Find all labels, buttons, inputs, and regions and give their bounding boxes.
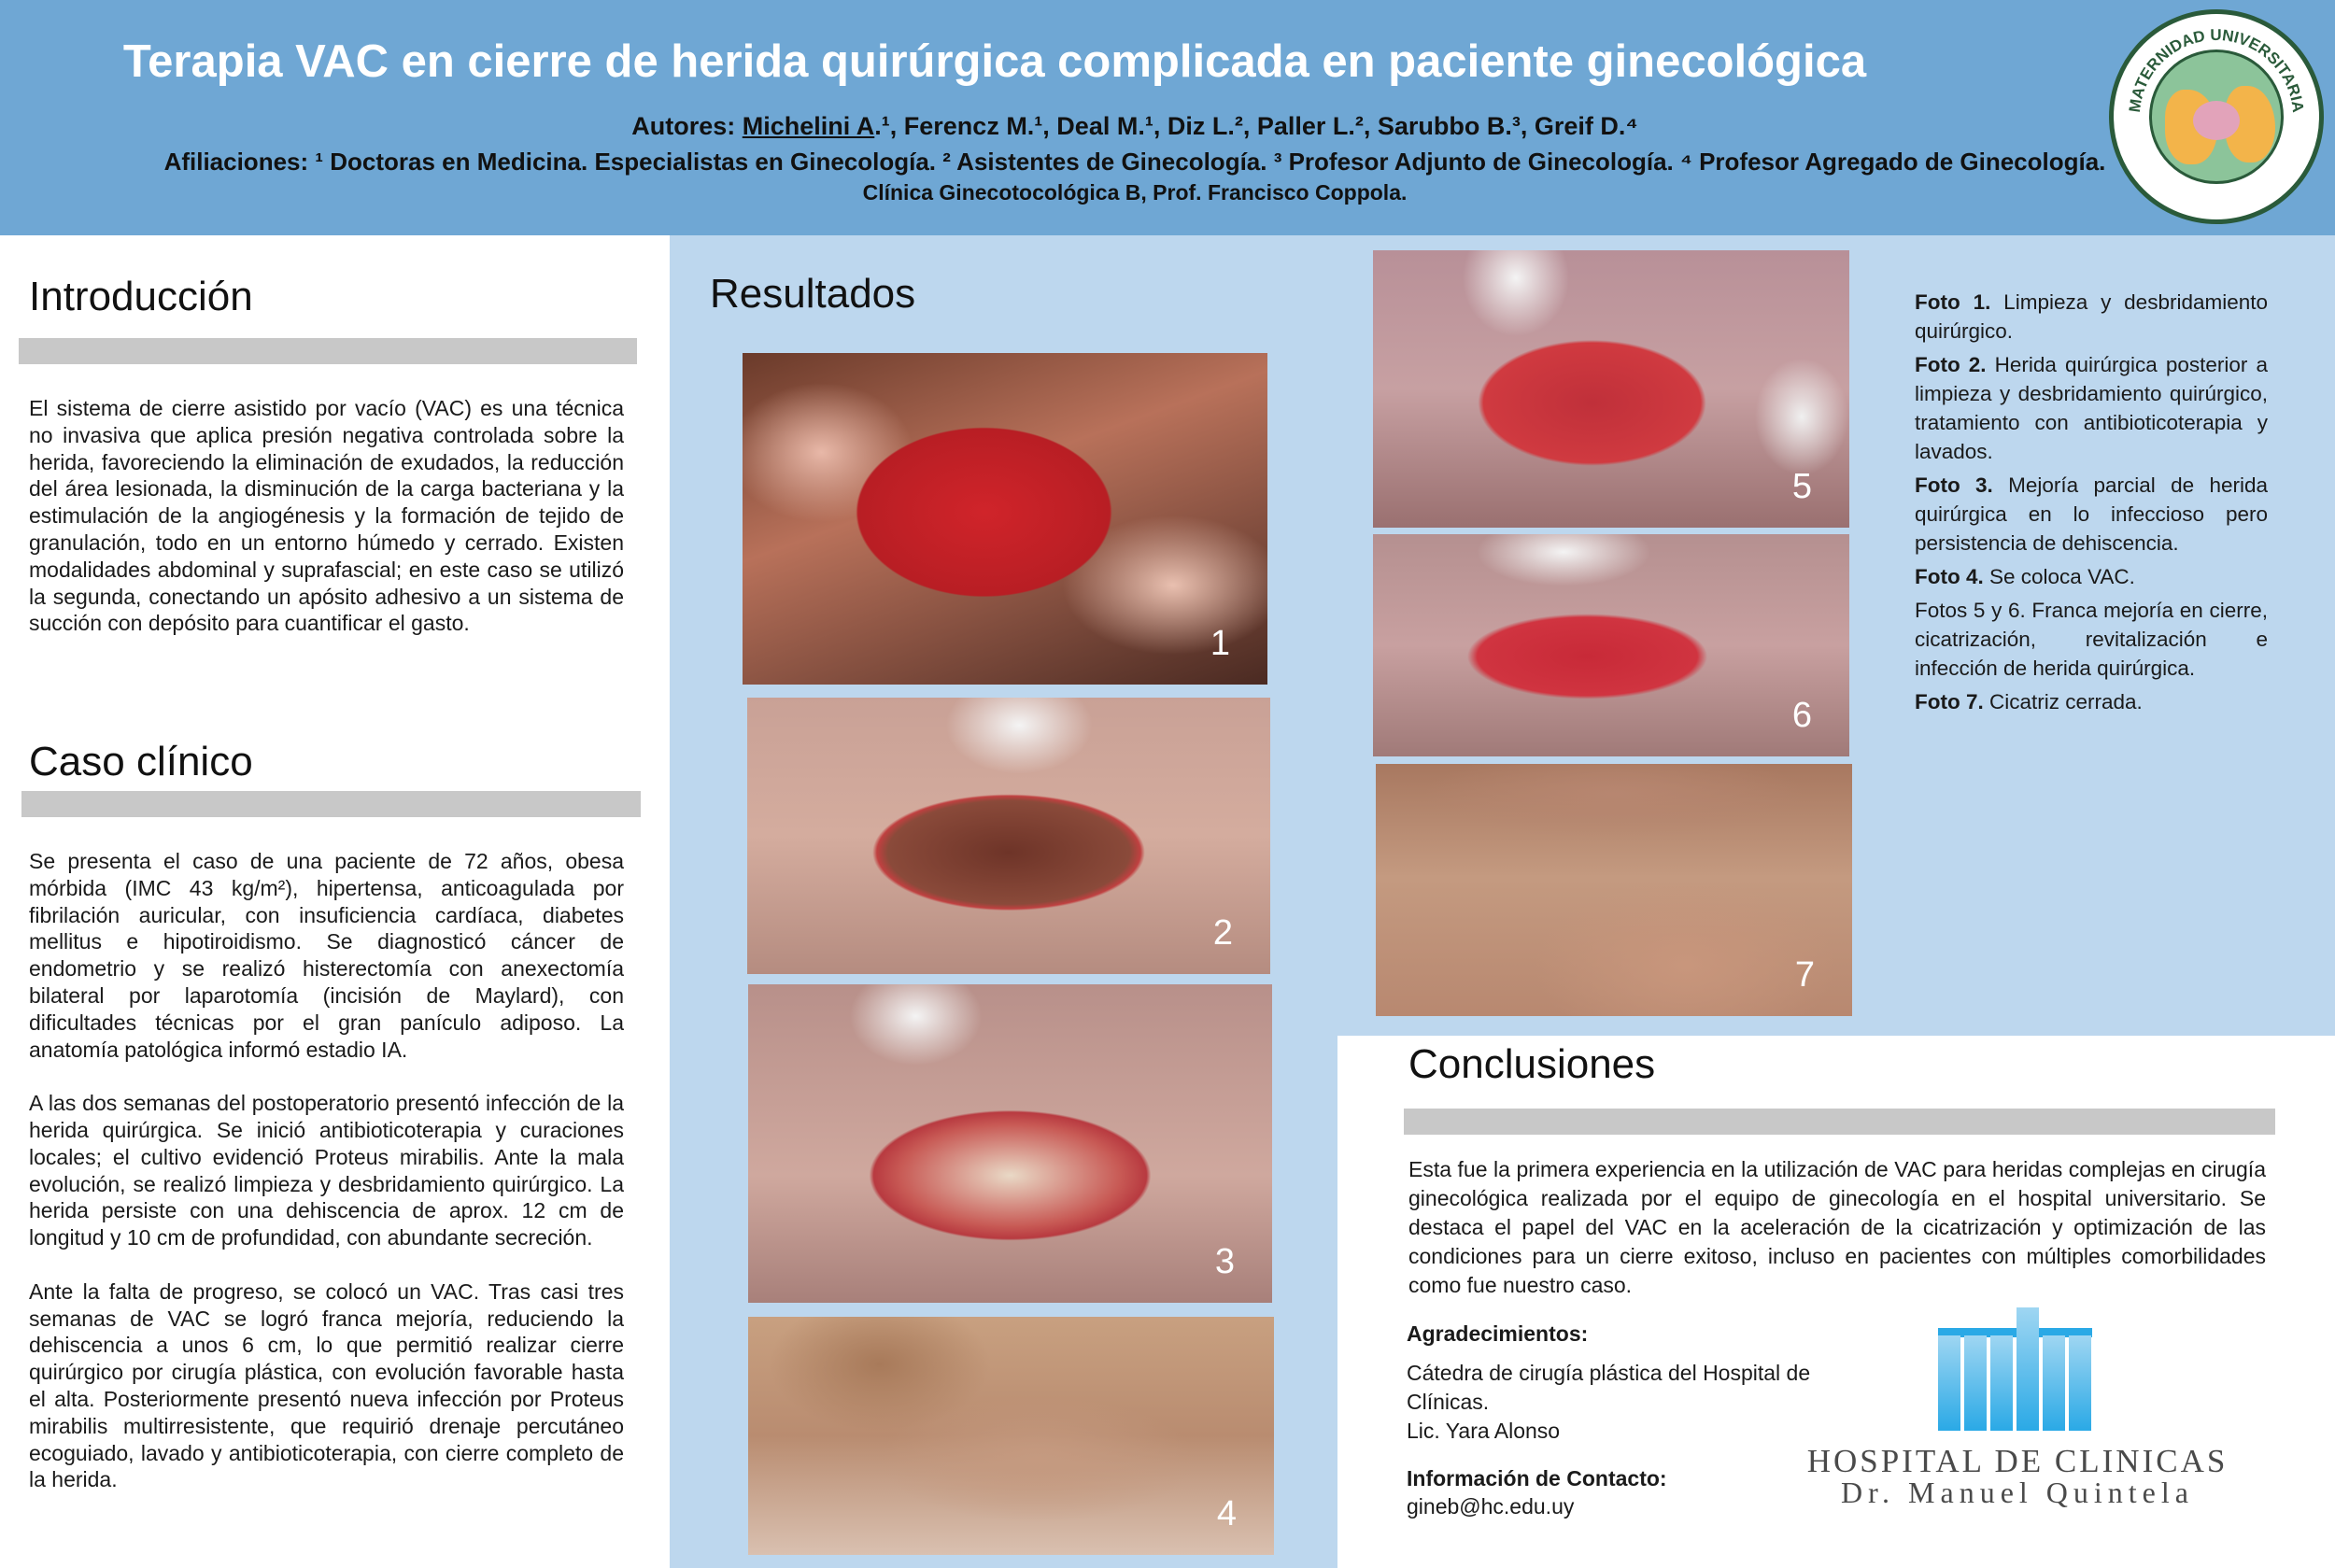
photo-3-partial-improvement <box>748 984 1272 1303</box>
case-paragraph-1: Se presenta el caso de una paciente de 72 años, obesa mórbida (IMC 43 kg/m²), hipertensa, anticoagulada por fibrilación auricular, con insuficiencia cardíaca, diabetes mellitus e hipotiroidismo. Se diagnosticó cáncer de endometrio y se realizó histerectomía con anexectomía bilateral por laparotomía (incisión de Maylard), con dificultades técnicas por el gran panículo adiposo. La anatomía patológica informó estadio IA. <box>29 849 624 1062</box>
case-paragraph-3: Ante la falta de progreso, se colocó un VAC. Tras casi tres semanas de VAC se logró franca mejoría, reduciendo la dehiscencia a unos 6 cm, lo que permitió realizar cierre quirúrgico por cirugía plástica, con evolución favorable hasta el alta. Posteriormente presentó nueva infección por Proteus mirabilis multirresistente, que requirió drenaje percutáneo ecoguiado, lavado y antibioticoterapia, con cierre completo de la herida. <box>29 1278 624 1492</box>
caption-foto-7: Foto 7. Cicatriz cerrada. <box>1915 690 2143 713</box>
photo-2-post-cleaning <box>747 698 1270 974</box>
hospital-subtitle: Dr. Manuel Quintela <box>1841 1476 2194 1509</box>
case-rule <box>21 791 641 817</box>
conclusions-text: Esta fue la primera experiencia en la utilización de VAC para heridas complejas en cirugía ginecológica realizada por el equipo de ginecología en el hospital universitario. Se destaca el papel del VAC en la aceleración de la cicatrización y optimización de las condiciones para un cierre exitoso, incluso en pacientes con múltiples comorbilidades como fue nuestro caso. <box>1408 1157 2266 1297</box>
svg-text:MATERNIDAD UNIVERSITARIA: MATERNIDAD UNIVERSITARIA <box>2125 25 2308 114</box>
photo-number-5: 5 <box>1791 467 1812 506</box>
case-heading: Caso clínico <box>29 739 253 784</box>
photo-number-2: 2 <box>1212 913 1233 953</box>
photo-6-improvement <box>1373 534 1849 756</box>
acknowledgement-line-1: Cátedra de cirugía plástica del Hospital de Clínicas. <box>1407 1361 1811 1414</box>
case-paragraph-2: A las dos semanas del postoperatorio presentó infección de la herida quirúrgica. Se inició antibioticoterapia y curaciones locales; el cultivo evidenció Proteus mirabilis. Ante la mala evolución, se realizó limpieza y desbridamiento quirúrgico. La herida persiste con una dehiscencia de aprox. 12 cm de longitud y 10 cm de profundidad, con abundante secreción. <box>29 1091 624 1250</box>
authors-line <box>0 112 2270 141</box>
affiliations: Afiliaciones: ¹ Doctoras en Medicina. Especialistas en Ginecología. ² Asistentes de Ginecología. ³ Profesor Adjunto de Ginecología. ⁴ Profesor Agregado de Ginecología. <box>163 148 2106 176</box>
authors-prefix: Autores: <box>631 112 743 140</box>
photo-number-7: 7 <box>1794 955 1815 995</box>
authors-rest: .¹, Ferencz M.¹, Deal M.¹, Diz L.², Paller L.², Sarubbo B.³, Greif D.⁴ <box>874 112 1638 140</box>
caption-foto-3: Foto 3. Mejoría parcial de herida quirúrgica en lo infeccioso pero persistencia de dehiscencia. <box>1915 473 2268 555</box>
acknowledgement-line-2: Lic. Yara Alonso <box>1407 1419 1561 1443</box>
logo-stripe <box>1964 1335 1987 1431</box>
maternidad-seal-logo <box>2109 9 2324 224</box>
first-author: Michelini A <box>742 112 875 140</box>
intro-text: El sistema de cierre asistido por vacío (VAC) es una técnica no invasiva que aplica presión negativa controlada sobre la herida, favoreciendo la eliminación de exudados, la reducción del área lesionada, la disminución de la carga bacteriana y la estimulación de la angiogénesis y la formación de tejido de granulación, todo en un entorno húmedo y cerrado. Existen modalidades abdominal y suprafascial; en este caso se utilizó la segunda, conectando un apósito adhesivo a un sistema de succión con depósito para cuantificar el gasto. <box>29 396 624 636</box>
caption-foto-1: Foto 1. Limpieza y desbridamiento quirúrgico. <box>1915 290 2269 343</box>
photo-number-3: 3 <box>1214 1242 1235 1281</box>
logo-stripe <box>2069 1335 2091 1431</box>
photo-number-6: 6 <box>1791 696 1812 735</box>
photo-5-improvement <box>1373 250 1849 528</box>
photo-number-1: 1 <box>1210 624 1230 663</box>
hospital-name: HOSPITAL DE CLINICAS <box>1806 1443 2229 1479</box>
photo-captions <box>1915 288 2268 721</box>
caption-fotos-5-6: Fotos 5 y 6. Franca mejoría en cierre, cicatrización, revitalización e infección de herida quirúrgica. <box>1915 599 2268 680</box>
photo-number-4: 4 <box>1216 1494 1237 1533</box>
case-text <box>29 848 624 1520</box>
intro-heading: Introducción <box>29 274 253 319</box>
conclusions-rule <box>1404 1109 2275 1135</box>
caption-foto-4: Foto 4. Se coloca VAC. <box>1915 565 2135 588</box>
photo-1-debridement <box>743 353 1267 685</box>
seal-baby-face <box>2193 101 2240 140</box>
logo-stripe <box>1990 1335 2013 1431</box>
poster-header <box>0 0 2335 235</box>
photo-7-closed-scar <box>1376 764 1852 1016</box>
acknowledgements-heading: Agradecimientos: <box>1407 1321 1589 1346</box>
results-heading: Resultados <box>710 271 916 317</box>
logo-stripe <box>2017 1307 2039 1431</box>
hospital-de-clinicas-logo <box>1938 1307 2218 1431</box>
caption-foto-2: Foto 2. Herida quirúrgica posterior a limpieza y desbridamiento quirúrgico, tratamiento con antibioticoterapia y lavados. <box>1915 353 2268 463</box>
logo-stripe <box>1938 1335 1960 1431</box>
contact-email[interactable]: gineb@hc.edu.uy <box>1407 1494 1575 1519</box>
poster-title: Terapia VAC en cierre de herida quirúrgica complicada en paciente ginecológica <box>122 36 1867 87</box>
seal-emblem <box>2149 49 2284 184</box>
conclusions-heading: Conclusiones <box>1408 1041 1656 1087</box>
contact-heading: Información de Contacto: <box>1407 1466 1667 1490</box>
clinic-name: Clínica Ginecotocológica B, Prof. Francisco Coppola. <box>862 180 1408 205</box>
logo-stripe <box>2043 1335 2065 1431</box>
acknowledgements-text <box>1407 1359 1836 1446</box>
photo-4-vac-placed <box>748 1317 1274 1555</box>
intro-rule <box>19 338 637 364</box>
